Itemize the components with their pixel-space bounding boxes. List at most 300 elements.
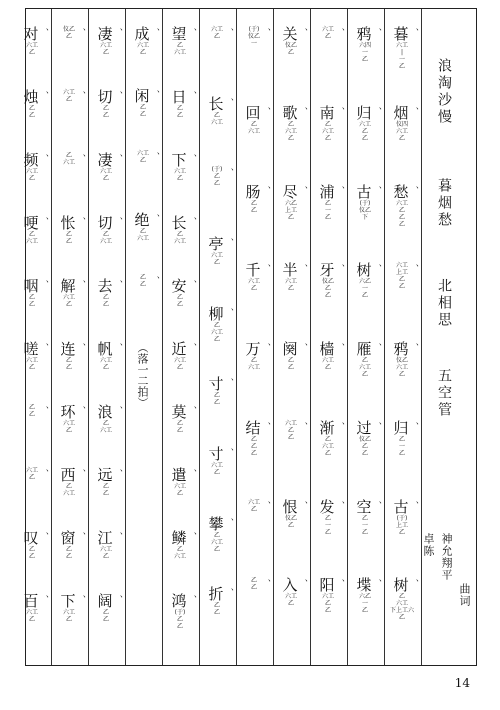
- lyric-char: 发: [319, 497, 335, 516]
- gongche-notes: 六工 乙: [284, 593, 297, 608]
- lyric-char: 成: [134, 25, 150, 43]
- gongche-notes: 乙 一 乙: [324, 199, 331, 221]
- gongche-notes: 乙 乙: [139, 104, 146, 118]
- score-cell: [350, 577, 386, 656]
- lyric-char: 哽: [23, 214, 39, 232]
- lyric-char: 古: [393, 497, 409, 516]
- lyric-char: 叹: [23, 529, 39, 547]
- lyric-char: 古: [356, 182, 372, 201]
- lyric-char: 下: [171, 151, 187, 169]
- gongche-notes: 六工 乙: [173, 357, 186, 371]
- gongche-notes: 乙 乙: [28, 546, 35, 560]
- lyric-char: 长: [171, 214, 187, 232]
- gongche-notes: 乙 乙: [28, 294, 35, 308]
- gongche-notes: 六工 乙: [99, 357, 112, 371]
- lyric-char: 安: [171, 277, 187, 295]
- beat-mark: 、: [186, 154, 196, 163]
- song-title: 浪淘沙慢: [436, 58, 452, 126]
- beat-mark: 、: [38, 406, 48, 415]
- beat-mark: 、: [408, 28, 418, 37]
- beat-mark: 、: [75, 217, 85, 226]
- beat-mark: 、: [223, 378, 233, 387]
- gongche-notes: 六工 乙: [62, 609, 75, 623]
- beat-mark: 、: [334, 500, 344, 510]
- lyric-char: 咽: [23, 277, 39, 295]
- beat-mark: 、: [334, 185, 344, 195]
- lyric-char: 尽: [282, 182, 298, 201]
- score-cell: [276, 105, 312, 184]
- lyric-char: 回: [245, 103, 261, 122]
- beat-mark: 、: [334, 579, 344, 589]
- lyric-char: 下: [60, 592, 76, 610]
- score-cell: [165, 26, 201, 89]
- score-cell: [165, 341, 201, 404]
- beat-mark: 、: [334, 28, 344, 37]
- score-cell: [17, 404, 53, 467]
- score-column: [387, 26, 423, 656]
- beat-mark: 、: [260, 343, 270, 352]
- gongche-notes: 乙 六工: [25, 231, 38, 245]
- performance-annotation: （落一二拍）: [136, 342, 149, 408]
- lyric-char: 切: [97, 88, 113, 106]
- gongche-notes: 六工 乙 乙: [358, 120, 371, 142]
- beat-mark: 、: [371, 106, 381, 116]
- gongche-notes: 乙 六工 乙: [210, 532, 223, 553]
- lyric-char: 嗟: [23, 340, 39, 358]
- gongche-notes: 乙 乙: [65, 357, 72, 371]
- lyric-char: 过: [356, 418, 372, 437]
- lyric-char: 频: [23, 151, 39, 169]
- lyric-char: 怅: [60, 214, 76, 232]
- beat-mark: 、: [38, 154, 48, 163]
- gongche-notes: 六工 乙: [210, 252, 223, 266]
- gongche-notes: 六工 乙: [99, 42, 112, 56]
- credits: [420, 533, 472, 653]
- lyric-char: 树: [356, 261, 372, 280]
- beat-mark: 、: [223, 168, 233, 177]
- beat-mark: 、: [408, 500, 418, 510]
- gongche-notes: 乙 乙: [176, 105, 183, 119]
- score-cell: [239, 499, 275, 578]
- score-cell: [239, 26, 275, 105]
- beat-mark: 、: [408, 421, 418, 431]
- gongche-notes: 乙 六工: [136, 228, 149, 242]
- score-cell: [202, 236, 238, 306]
- lyric-char: 愁: [393, 182, 409, 201]
- gongche-notes: 六工 乙: [25, 168, 38, 182]
- gongche-notes: 乙 乙: [287, 357, 294, 371]
- score-cell: [91, 152, 127, 215]
- beat-mark: 、: [186, 595, 196, 604]
- lyric-char: 凄: [97, 25, 113, 43]
- beat-mark: 、: [408, 106, 418, 116]
- gongche-notes: 乙 乙: [102, 105, 109, 119]
- score-cell: [165, 404, 201, 467]
- lyric-char: 千: [245, 261, 261, 280]
- score-cell: [350, 262, 386, 341]
- gongche-notes: 六工 乙: [25, 357, 38, 371]
- beat-mark: 、: [297, 343, 307, 352]
- gongche-notes: 六乙 一 乙: [358, 593, 371, 615]
- gongche-notes: 仪乙 乙 乙: [358, 435, 371, 457]
- gongche-notes: 六工 | 一 乙: [395, 42, 408, 70]
- score-cell: [17, 152, 53, 215]
- song-title-part-3: 北相思: [436, 278, 452, 329]
- lyric-char: 浪: [97, 403, 113, 421]
- lyric-char: 寸: [208, 375, 224, 393]
- lyric-char: 帆: [97, 340, 113, 358]
- beat-mark: 、: [75, 532, 85, 541]
- lyric-char: 解: [60, 277, 76, 295]
- gongche-notes: 乙 六工: [173, 231, 186, 245]
- gongche-notes: 乙 一 乙: [324, 514, 331, 536]
- score-cell: [202, 26, 238, 96]
- gongche-notes: 六工 乙: [62, 89, 75, 103]
- score-cell: [313, 184, 349, 263]
- gongche-notes: 乙 乙: [250, 577, 257, 592]
- gongche-notes: 六工 上工 乙 乙: [395, 262, 408, 291]
- beat-mark: 、: [297, 579, 307, 589]
- gongche-notes: 乙 六工 乙: [321, 120, 334, 142]
- beat-mark: 、: [75, 280, 85, 289]
- lyric-char: 樯: [319, 340, 335, 358]
- lyric-char: 归: [393, 418, 409, 437]
- gongche-notes: (于) 乙 乙: [211, 166, 223, 187]
- score-cell: [350, 184, 386, 263]
- score-cell: [276, 26, 312, 105]
- score-cell: [276, 420, 312, 499]
- beat-mark: 、: [186, 280, 196, 289]
- gongche-notes: 六工 乙: [210, 462, 223, 476]
- score-cell: [165, 278, 201, 341]
- beat-mark: 、: [75, 469, 85, 478]
- score-cell: [239, 420, 275, 499]
- score-cell: [202, 376, 238, 446]
- beat-mark: 、: [149, 214, 159, 223]
- beat-mark: 、: [260, 106, 270, 116]
- gongche-notes: 乙 六工 乙: [321, 435, 334, 457]
- gongche-notes: 乙 六工: [99, 231, 112, 245]
- beat-mark: 、: [186, 217, 196, 226]
- score-cell: [165, 89, 201, 152]
- lyric-char: 闲: [134, 87, 150, 105]
- lyric-char: 西: [60, 466, 76, 484]
- score-cell: [91, 26, 127, 89]
- gongche-notes: 乙 六工: [173, 546, 186, 560]
- beat-mark: 、: [38, 28, 48, 37]
- beat-mark: 、: [260, 28, 270, 37]
- score-cell: [17, 530, 53, 593]
- song-title-part-4: 五空管: [436, 368, 452, 419]
- beat-mark: 、: [186, 532, 196, 541]
- score-cell: [239, 262, 275, 341]
- gongche-notes: 六工 乙: [173, 168, 186, 182]
- lyric-char: 浦: [319, 182, 335, 201]
- score-column: [54, 26, 90, 656]
- gongche-notes: 乙 乙: [28, 404, 35, 418]
- score-cell: [165, 467, 201, 530]
- gongche-notes: 六工 乙: [173, 483, 186, 497]
- score-column: [350, 26, 386, 656]
- lyric-char: 堞: [356, 576, 372, 595]
- lyric-char: 长: [208, 95, 224, 113]
- gongche-notes: 六乙 一 乙: [358, 278, 371, 300]
- beat-mark: 、: [38, 343, 48, 352]
- score-cell: [17, 26, 53, 89]
- beat-mark: 、: [334, 106, 344, 116]
- score-cell: [350, 499, 386, 578]
- beat-mark: 、: [223, 98, 233, 107]
- score-cell: [313, 341, 349, 420]
- page-number: 14: [454, 676, 470, 690]
- score-cell: [91, 467, 127, 530]
- gongche-notes: 乙 六工: [62, 152, 75, 166]
- credit-roles: 曲词: [458, 583, 471, 607]
- score-cell: [54, 467, 90, 530]
- score-cell: [239, 105, 275, 184]
- score-cell: [239, 341, 275, 420]
- score-cell: [350, 420, 386, 499]
- beat-mark: 、: [297, 421, 307, 431]
- lyric-char: 恨: [282, 497, 298, 516]
- gongche-notes: 乙 六工: [247, 357, 260, 371]
- score-cell: [350, 26, 386, 105]
- lyric-char: 空: [356, 497, 372, 516]
- score-cell: [276, 262, 312, 341]
- score-cell: [239, 577, 275, 656]
- gongche-notes: (于) 仪乙 一: [247, 26, 260, 47]
- lyric-char: 树: [393, 576, 409, 595]
- beat-mark: 、: [334, 343, 344, 352]
- beat-mark: 、: [260, 500, 270, 510]
- gongche-notes: 乙 乙: [250, 199, 257, 214]
- lyric-char: 烛: [23, 88, 39, 106]
- lyric-char: 万: [245, 340, 261, 358]
- beat-mark: 、: [38, 532, 48, 541]
- gongche-notes: 六工 乙: [25, 42, 38, 56]
- lyric-char: 切: [97, 214, 113, 232]
- gongche-notes: 仪乙 六工 乙: [395, 357, 408, 378]
- score-column: [202, 26, 238, 656]
- lyric-char: 结: [245, 418, 261, 437]
- beat-mark: 、: [371, 500, 381, 510]
- score-column: [313, 26, 349, 656]
- score-column: [91, 26, 127, 656]
- beat-mark: 、: [223, 238, 233, 247]
- score-cell: [387, 341, 423, 420]
- beat-mark: 、: [112, 154, 122, 163]
- gongche-notes: 六工 乙: [99, 546, 112, 560]
- gongche-notes: 六工 乙: [210, 26, 223, 40]
- beat-mark: 、: [371, 28, 381, 37]
- lyric-char: 连: [60, 340, 76, 358]
- lyric-char: 柳: [208, 305, 224, 323]
- beat-mark: 、: [334, 264, 344, 274]
- lyric-char: 阔: [97, 592, 113, 610]
- score-column: [276, 26, 312, 656]
- beat-mark: 、: [186, 343, 196, 352]
- gongche-notes: 乙 乙 乙: [250, 435, 257, 457]
- score-cell: [17, 593, 53, 656]
- score-cell: [202, 586, 238, 656]
- score-column: [165, 26, 201, 656]
- lyric-char: 阳: [319, 576, 335, 595]
- lyric-char: 攀: [208, 515, 224, 533]
- gongche-notes: 乙 乙: [28, 105, 35, 119]
- score-cell: [313, 577, 349, 656]
- gongche-notes: (于) 乙 乙: [174, 609, 186, 630]
- beat-mark: 、: [223, 448, 233, 457]
- gongche-notes: 乙 乙: [213, 602, 220, 616]
- beat-mark: 、: [112, 280, 122, 289]
- score-cell: [313, 420, 349, 499]
- score-cell: [387, 577, 423, 656]
- gongche-notes: 乙 六工: [62, 483, 75, 497]
- score-cell: [91, 593, 127, 656]
- gongche-notes: 六工 乙: [247, 278, 260, 293]
- score-cell: [91, 215, 127, 278]
- lyric-char: 鸦: [393, 340, 409, 358]
- lyric-char: 牙: [319, 261, 335, 280]
- beat-mark: 、: [223, 308, 233, 317]
- beat-mark: 、: [149, 152, 159, 161]
- lyric-char: 鳞: [171, 529, 187, 547]
- gongche-notes: 乙 一 乙: [398, 435, 405, 457]
- score-cell: [276, 499, 312, 578]
- beat-mark: 、: [297, 500, 307, 510]
- score-cell: [350, 341, 386, 420]
- gongche-notes: 乙 乙: [102, 483, 109, 497]
- gongche-notes: 乙 乙: [139, 274, 146, 288]
- beat-mark: 、: [297, 28, 307, 37]
- score-cell: [387, 105, 423, 184]
- score-column: [128, 26, 164, 656]
- beat-mark: 、: [149, 276, 159, 285]
- lyric-char: 南: [319, 103, 335, 122]
- beat-mark: 、: [223, 28, 233, 37]
- gongche-notes: (于) 仪乙 下: [358, 199, 371, 221]
- score-cell: [276, 184, 312, 263]
- beat-mark: 、: [408, 185, 418, 195]
- gongche-notes: 乙 乙: [102, 294, 109, 308]
- beat-mark: 、: [75, 406, 85, 415]
- beat-mark: 、: [371, 421, 381, 431]
- beat-mark: 、: [371, 185, 381, 195]
- gongche-notes: 乙 乙: [176, 420, 183, 434]
- beat-mark: 、: [75, 343, 85, 352]
- beat-mark: 、: [112, 91, 122, 100]
- gongche-notes: 乙 六工 下上工六 乙: [389, 593, 414, 622]
- score-cell: [202, 96, 238, 166]
- gongche-notes: 六工 乙: [284, 278, 297, 293]
- gongche-notes: 乙 六工: [99, 420, 112, 434]
- score-cell: [91, 404, 127, 467]
- beat-mark: 、: [112, 406, 122, 415]
- beat-mark: 、: [186, 469, 196, 478]
- gongche-notes: (于) 上工 乙: [395, 514, 408, 536]
- lyric-char: 关: [282, 25, 298, 43]
- credit-names-1: 卓陈: [422, 533, 435, 557]
- score-cell: [387, 26, 423, 105]
- beat-mark: 、: [186, 91, 196, 100]
- beat-mark: 、: [38, 280, 48, 289]
- score-cell: [313, 105, 349, 184]
- score-cell: [128, 212, 164, 274]
- lyric-char: 凄: [97, 151, 113, 169]
- lyric-char: 亭: [208, 235, 224, 253]
- gongche-notes: 乙 乙: [65, 546, 72, 560]
- score-column: [17, 26, 53, 656]
- gongche-notes: 六工 乙: [62, 294, 75, 308]
- gongche-notes: 仪四 六工 乙: [395, 120, 408, 142]
- score-cell: [387, 184, 423, 263]
- lyric-char: 去: [97, 277, 113, 295]
- lyric-char: 莫: [171, 403, 187, 421]
- score-cell: [165, 593, 201, 656]
- lyric-char: 渐: [319, 418, 335, 437]
- lyric-char: 鸦: [356, 25, 372, 43]
- lyric-char: 入: [282, 576, 298, 595]
- gongche-notes: 乙 六工 乙: [358, 357, 371, 378]
- gongche-notes: 六工 乙: [25, 467, 38, 481]
- beat-mark: 、: [149, 28, 159, 37]
- lyric-char: 暮: [393, 25, 409, 43]
- lyric-char: 对: [23, 25, 39, 43]
- score-cell: [54, 152, 90, 215]
- beat-mark: 、: [371, 579, 381, 589]
- score-cell: [165, 530, 201, 593]
- score-cell: [313, 262, 349, 341]
- score-column: [239, 26, 275, 656]
- credit-names-2: 神允翔平: [440, 533, 453, 581]
- score-cell: [54, 26, 90, 89]
- lyric-char: 鸿: [171, 592, 187, 610]
- beat-mark: 、: [297, 185, 307, 195]
- score-cell: [17, 341, 53, 404]
- gongche-notes: 六工 乙: [99, 168, 112, 182]
- beat-mark: 、: [186, 406, 196, 415]
- score-cell: [387, 420, 423, 499]
- lyric-char: 歌: [282, 103, 298, 122]
- lyric-char: 折: [208, 585, 224, 603]
- beat-mark: 、: [223, 588, 233, 597]
- score-cell: [276, 577, 312, 656]
- lyric-char: 窗: [60, 529, 76, 547]
- beat-mark: 、: [297, 264, 307, 274]
- score-cell: [91, 89, 127, 152]
- score-cell: [91, 530, 127, 593]
- song-title-part-2: 暮烟愁: [436, 178, 452, 229]
- lyric-char: 绝: [134, 211, 150, 229]
- gongche-notes: 仪乙 乙: [284, 514, 297, 529]
- beat-mark: 、: [112, 217, 122, 226]
- beat-mark: 、: [260, 185, 270, 195]
- score-cell: [350, 105, 386, 184]
- score-cell: [165, 152, 201, 215]
- gongche-notes: 乙 六工 乙: [210, 322, 223, 343]
- lyric-char: 望: [171, 25, 187, 43]
- beat-mark: 、: [260, 421, 270, 431]
- lyric-char: 阕: [282, 340, 298, 358]
- score-cell: [202, 446, 238, 516]
- beat-mark: 、: [38, 469, 48, 478]
- gongche-notes: 仪乙 乙: [284, 42, 297, 56]
- beat-mark: 、: [371, 264, 381, 274]
- lyric-char: 环: [60, 403, 76, 421]
- score-cell: [202, 166, 238, 236]
- score-cell: [128, 88, 164, 150]
- lyric-char: 寸: [208, 445, 224, 463]
